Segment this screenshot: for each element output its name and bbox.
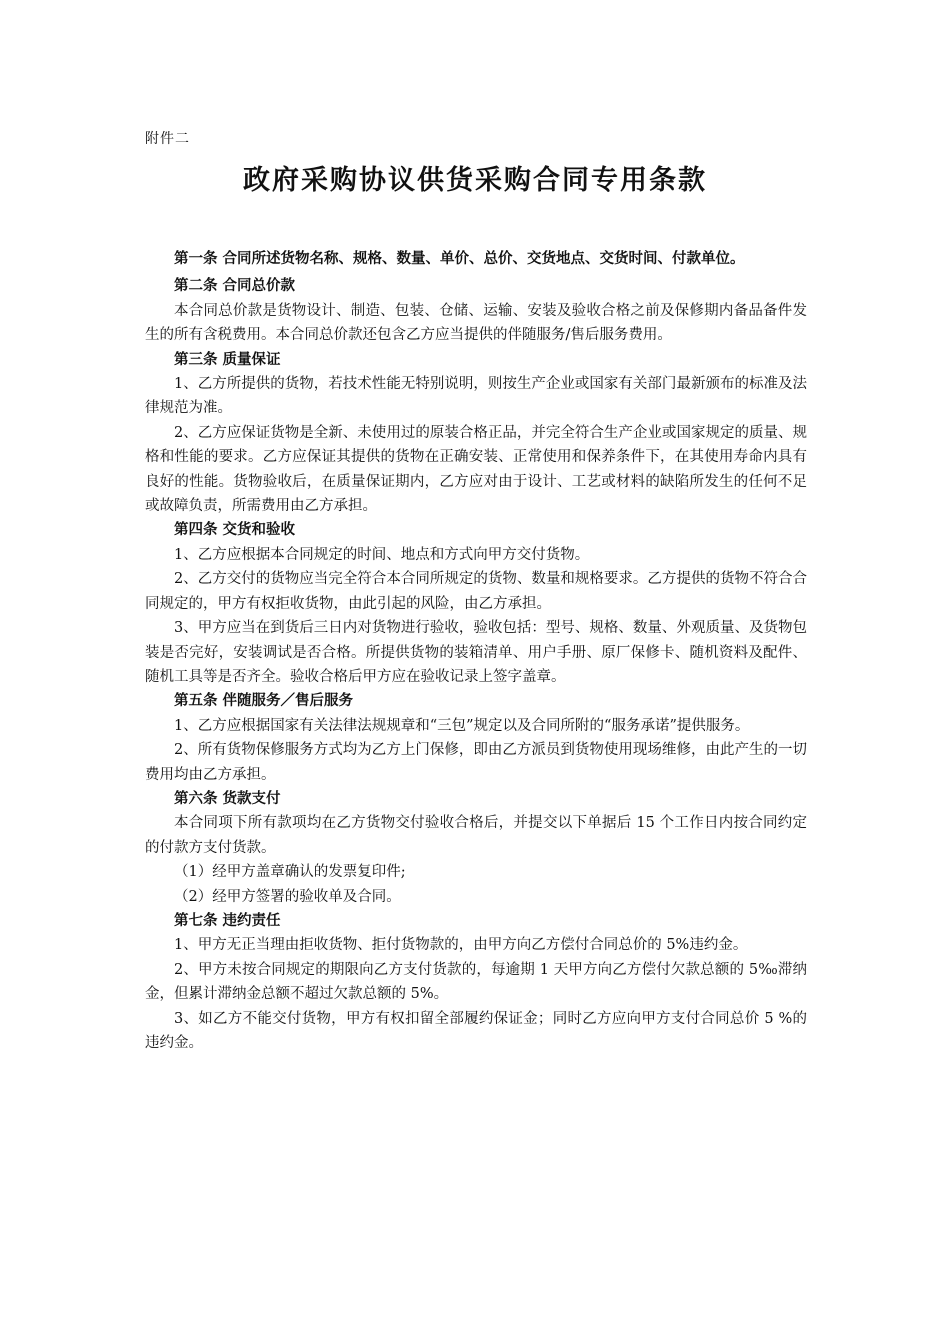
article-5-heading: 第五条 伴随服务／售后服务 [174, 693, 354, 710]
paragraph: 本合同总价款是货物设计、制造、包装、仓储、运输、安装及验收合格之前及保修期内备品备件发生的所有含税费用。本合同总价款还包含乙方应当提供的伴随服务/售后服务费用。 [145, 302, 807, 344]
paragraph: 3、甲方应当在到货后三日内对货物进行验收，验收包括：型号、规格、数量、外观质量、及货物包装是否完好，安装调试是否合格。所提供货物的装箱清单、用户手册、原厂保修卡、随机资料及配件、随机工具等是否齐全。验收合格后甲方应在验收记录上签字盖章。 [145, 620, 807, 685]
annex-label: 附件二 [145, 131, 190, 147]
document-title: 政府采购协议供货采购合同专用条款 [243, 165, 707, 196]
article-7-heading: 第七条 违约责任 [174, 912, 281, 929]
paragraph: 1、乙方应根据国家有关法律法规规章和“三包”规定以及合同所附的“服务承诺”提供服务。 [174, 717, 750, 734]
paragraph: 2、乙方交付的货物应当完全符合本合同所规定的货物、数量和规格要求。乙方提供的货物不符合合同规定的，甲方有权拒收货物，由此引起的风险，由乙方承担。 [145, 571, 807, 612]
paragraph: 2、甲方未按合同规定的期限向乙方支付货款的，每逾期 1 天甲方向乙方偿付欠款总额的 5‰滞纳金，但累计滞纳金总额不超过欠款总额的 5%。 [145, 961, 807, 1003]
article-6-heading: 第六条 货款支付 [174, 790, 281, 807]
paragraph: 2、乙方应保证货物是全新、未使用过的原装合格正品，并完全符合生产企业或国家规定的质量、规格和性能的要求。乙方应保证其提供的货物在正确安装、正常使用和保养条件下，在其使用寿命内具有良好的性能。货物验收后，在质量保证期内，乙方应对由于设计、工艺或材料的缺陷所发生的任何不足或故障负责，所需费用由乙方承担。 [145, 424, 807, 515]
paragraph: 3、如乙方不能交付货物，甲方有权扣留全部履约保证金；同时乙方应向甲方支付合同总价 5 %的违约金。 [145, 1010, 807, 1051]
paragraph: 本合同项下所有款项均在乙方货物交付验收合格后，并提交以下单据后 15 个工作日内按合同约定的付款方支付货款。 [145, 815, 807, 856]
paragraph: 1、乙方所提供的货物，若技术性能无特别说明，则按生产企业或国家有关部门最新颁布的标准及法律规范为准。 [145, 376, 807, 417]
paragraph: 1、乙方应根据本合同规定的时间、地点和方式向甲方交付货物。 [174, 546, 590, 563]
list-item: （1）经甲方盖章确认的发票复印件; [174, 864, 406, 881]
article-3-heading: 第三条 质量保证 [174, 351, 281, 368]
article-2-heading: 第二条 合同总价款 [174, 278, 296, 295]
paragraph: 1、甲方无正当理由拒收货物、拒付货物款的，由甲方向乙方偿付合同总价的 5%违约金。 [174, 937, 748, 954]
list-item: （2）经甲方签署的验收单及合同。 [174, 888, 401, 905]
article-4-heading: 第四条 交货和验收 [174, 522, 296, 539]
article-1-heading: 第一条 合同所述货物名称、规格、数量、单价、总价、交货地点、交货时间、付款单位。 [174, 251, 745, 267]
document-body [145, 247, 807, 1055]
paragraph: 2、所有货物保修服务方式均为乙方上门保修，即由乙方派员到货物使用现场维修，由此产生的一切费用均由乙方承担。 [145, 742, 807, 783]
